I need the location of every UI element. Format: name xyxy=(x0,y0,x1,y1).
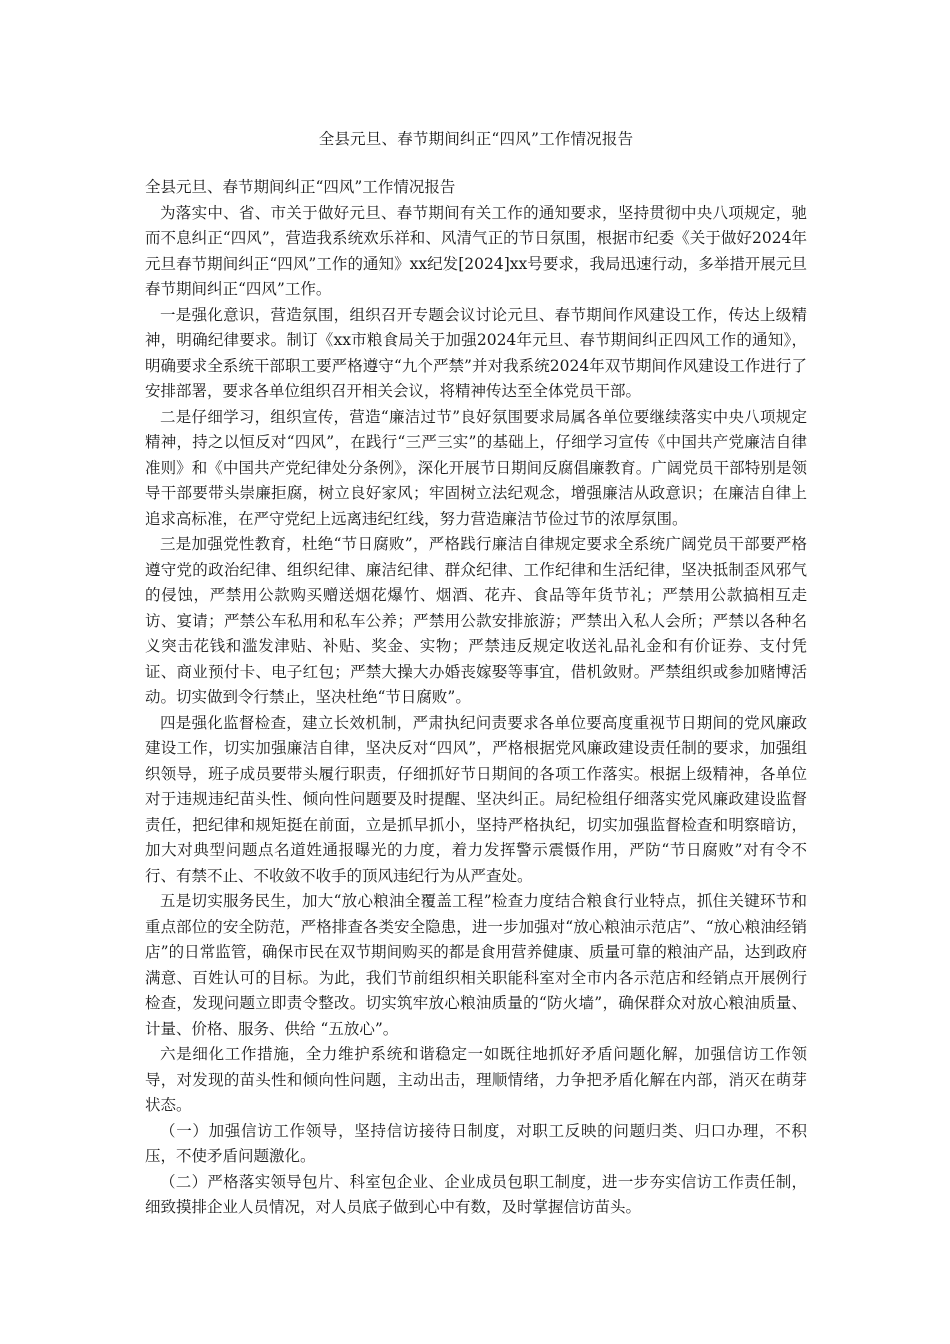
document-subtitle: 全县元旦、春节期间纠正“四风”工作情况报告 xyxy=(145,178,456,196)
paragraph-point-3: 三是加强党性教育，杜绝“节日腐败”，严格践行廉洁自律规定要求全系统广阔党员干部要严格遵守党的政治纪律、组织纪律、廉洁纪律、群众纪律、工作纪律和生活纪律，坚决抵制歪风邪气的侵蚀，严禁用公款购买赠送烟花爆竹、烟酒、花卉、食品等年货节礼；严禁用公款搞相互走访、宴请；严禁公车私用和私车公养；严禁用公款安排旅游；严禁出入私人会所；严禁以各种名义突击花钱和滥发津贴、补贴、奖金、实物；严禁违反规定收送礼品礼金和有价证券、支付凭证、商业预付卡、电子红包；严禁大操大办婚丧嫁娶等事宜，借机敛财。严禁组织或参加赌博活动。切实做到令行禁止，坚决杜绝“节日腐败”。 xyxy=(145,535,807,706)
paragraph-sub-2: （二）严格落实领导包片、科室包企业、企业成员包职工制度，进一步夯实信访工作责任制，细致摸排企业人员情况，对人员底子做到心中有数，及时掌握信访苗头。 xyxy=(145,1172,807,1216)
paragraph-point-2: 二是仔细学习，组织宣传，营造“廉洁过节”良好氛围要求局属各单位要继续落实中央八项规定精神，持之以恒反对“四风”，在践行“三严三实”的基础上，仔细学习宣传《中国共产党廉洁自律准则》和《中国共产党纪律处分条例》，深化开展节日期间反腐倡廉教育。广阔党员干部特别是领导干部要带头崇廉拒腐，树立良好家风；牢固树立法纪观念，增强廉洁从政意识；在廉洁自律上追求高标准，在严守党纪上远离违纪红线，努力营造廉洁节俭过节的浓厚氛围。 xyxy=(145,407,807,528)
paragraph-sub-1: （一）加强信访工作领导，坚持信访接待日制度，对职工反映的问题归类、归口办理，不积压，不使矛盾问题激化。 xyxy=(145,1121,807,1165)
paragraph-point-1: 一是强化意识，营造氛围，组织召开专题会议讨论元旦、春节期间作风建设工作，传达上级精神，明确纪律要求。制订《xx市粮食局关于加强2024年元旦、春节期间纠正四风工作的通知》，明确要求全系统干部职工要严格遵守“九个严禁”并对我系统2024年双节期间作风建设工作进行了安排部署，要求各单位组织召开相关会议，将精神传达至全体党员干部。 xyxy=(145,305,807,400)
document-page xyxy=(145,0,807,1221)
document-title: 全县元旦、春节期间纠正“四风”工作情况报告 xyxy=(318,130,634,148)
paragraph-intro: 为落实中、省、市关于做好元旦、春节期间有关工作的通知要求，坚持贯彻中央八项规定，驰而不息纠正“四风”，营造我系统欢乐祥和、风清气正的节日氛围，根据市纪委《关于做好2024年元旦春节期间纠正“四风”工作的通知》xx纪发[2024]xx号要求，我局迅速行动，多举措开展元旦春节期间纠正“四风”工作。 xyxy=(145,203,807,298)
paragraph-point-5: 五是切实服务民生，加大“放心粮油全覆盖工程”检查力度结合粮食行业特点，抓住关键环节和重点部位的安全防范，严格排查各类安全隐患，进一步加强对“放心粮油示范店”、“放心粮油经销店”的日常监管，确保市民在双节期间购买的都是食用营养健康、质量可靠的粮油产品，达到政府满意、百姓认可的目标。为此，我们节前组织相关职能科室对全市内各示范店和经销点开展例行检查，发现问题立即责令整改。切实筑牢放心粮油质量的“防火墙”，确保群众对放心粮油质量、计量、价格、服务、供给 “五放心”。 xyxy=(145,892,807,1038)
paragraph-point-4: 四是强化监督检查，建立长效机制，严肃执纪问责要求各单位要高度重视节日期间的党风廉政建设工作，切实加强廉洁自律，坚决反对“四风”，严格根据党风廉政建设责任制的要求，加强组织领导，班子成员要带头履行职责，仔细抓好节日期间的各项工作落实。根据上级精神，各单位对于违规违纪苗头性、倾向性问题要及时提醒、坚决纠正。局纪检组仔细落实党风廉政建设监督责任，把纪律和规矩挺在前面，立是抓早抓小，坚持严格执纪，切实加强监督检查和明察暗访，加大对典型问题点名道姓通报曝光的力度，着力发挥警示震慑作用，严防“节日腐败”对有令不行、有禁不止、不收敛不收手的顶风违纪行为从严查处。 xyxy=(145,713,807,885)
paragraph-point-6: 六是细化工作措施，全力维护系统和谐稳定一如既往地抓好矛盾问题化解，加强信访工作领导，对发现的苗头性和倾向性问题，主动出击，理顺情绪，力争把矛盾化解在内部，消灭在萌芽状态。 xyxy=(145,1045,807,1114)
